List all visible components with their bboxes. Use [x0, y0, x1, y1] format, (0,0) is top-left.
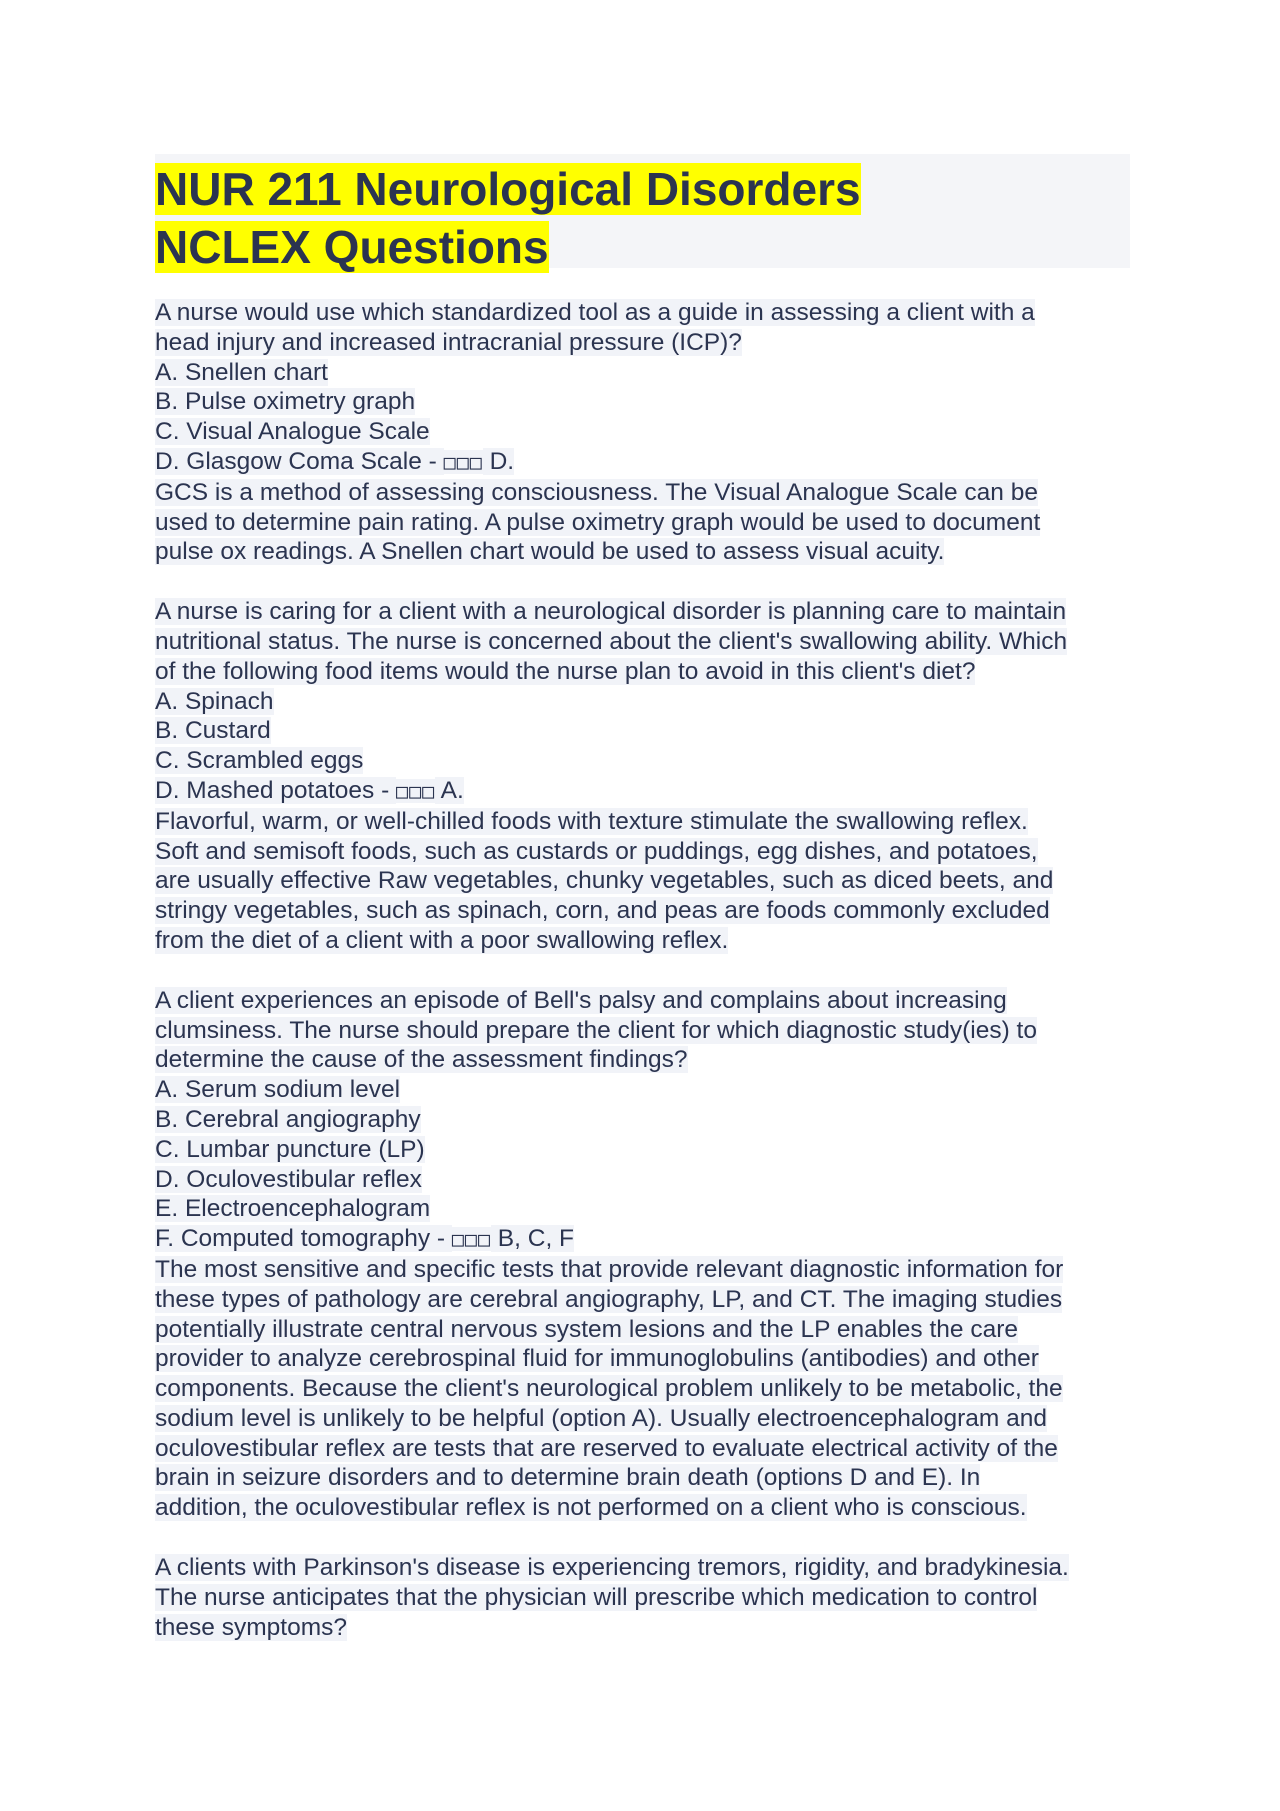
question-line — [155, 328, 1130, 358]
rationale-line — [155, 537, 1130, 567]
question-line — [155, 1613, 1130, 1643]
line-text: these symptoms? — [155, 1613, 347, 1641]
answer-option-text: D. Glasgow Coma Scale - — [155, 447, 444, 475]
answer-key: B, C, F — [490, 1225, 575, 1253]
rationale-line — [155, 1374, 1130, 1404]
rationale-text: GCS is a method of assessing consciousness. The Visual Analogue Scale can be — [155, 478, 1038, 506]
document-page — [155, 154, 1130, 1642]
question-line — [155, 417, 1130, 447]
rationale-line — [155, 866, 1130, 896]
question-line — [155, 1016, 1130, 1046]
rationale-line — [155, 1404, 1130, 1434]
answer-key: D. — [482, 447, 515, 475]
question-gap — [155, 567, 1130, 597]
rationale-line — [155, 478, 1130, 508]
line-text: A nurse is caring for a client with a neurological disorder is planning care to maintain — [155, 598, 1067, 626]
line-text: clumsiness. The nurse should prepare the client for which diagnostic study(ies) to — [155, 1016, 1037, 1044]
rationale-text: oculovestibular reflex are tests that are reserved to evaluate electrical activity of the — [155, 1434, 1058, 1462]
line-text: A. Serum sodium level — [155, 1076, 401, 1104]
rationale-text: Flavorful, warm, or well-chilled foods with texture stimulate the swallowing reflex. — [155, 807, 1028, 835]
question-line — [155, 687, 1130, 717]
question-line — [155, 1135, 1130, 1165]
answer-option-text: F. Computed tomography - — [155, 1225, 452, 1253]
questions-list — [155, 298, 1130, 1642]
rationale-text: stringy vegetables, such as spinach, corn, and peas are foods commonly excluded — [155, 897, 1050, 925]
answer-option-text: D. Mashed potatoes - — [155, 776, 397, 804]
title-line-1: NUR 211 Neurological Disorders — [155, 163, 861, 215]
question-line — [155, 1583, 1130, 1613]
question-line — [155, 387, 1130, 417]
rationale-line — [155, 807, 1130, 837]
rationale-text: The most sensitive and specific tests that provide relevant diagnostic information for — [155, 1255, 1064, 1283]
line-text: A nurse would use which standardized tool as a guide in assessing a client with a — [155, 299, 1035, 326]
question-gap — [155, 956, 1130, 986]
line-text: determine the cause of the assessment findings? — [155, 1046, 688, 1074]
rationale-text: these types of pathology are cerebral angiography, LP, and CT. The imaging studies — [155, 1285, 1063, 1313]
line-text: A clients with Parkinson's disease is experiencing tremors, rigidity, and bradykinesia. — [155, 1554, 1069, 1582]
line-text: D. Oculovestibular reflex — [155, 1165, 422, 1193]
line-text: B. Pulse oximetry graph — [155, 388, 416, 416]
rationale-text: brain in seizure disorders and to determine brain death (options D and E). In — [155, 1464, 981, 1492]
question-line — [155, 627, 1130, 657]
question-block — [155, 298, 1130, 567]
rationale-text: potentially illustrate central nervous system lesions and the LP enables the care — [155, 1315, 1018, 1343]
rationale-line — [155, 1344, 1130, 1374]
missing-glyph-boxes: □□□ — [396, 778, 436, 803]
question-text — [155, 298, 1130, 328]
question-line — [155, 657, 1130, 687]
question-line — [155, 1045, 1130, 1075]
rationale-text: pulse ox readings. A Snellen chart would be used to assess visual acuity. — [155, 538, 945, 566]
rationale-text: from the diet of a client with a poor swallowing reflex. — [155, 926, 729, 954]
rationale-text: components. Because the client's neurological problem unlikely to be metabolic, the — [155, 1375, 1063, 1403]
line-text: nutritional status. The nurse is concerned about the client's swallowing ability. Which — [155, 627, 1068, 655]
rationale-text: used to determine pain rating. A pulse oximetry graph would be used to document — [155, 508, 1041, 536]
question-line — [155, 358, 1130, 388]
rationale-line — [155, 1463, 1130, 1493]
line-text: The nurse anticipates that the physician will prescribe which medication to control — [155, 1583, 1038, 1611]
answer-line — [155, 776, 1130, 807]
line-text: head injury and increased intracranial pressure (ICP)? — [155, 328, 742, 356]
rationale-text: addition, the oculovestibular reflex is not performed on a client who is conscious. — [155, 1494, 1027, 1522]
line-text: C. Lumbar puncture (LP) — [155, 1135, 425, 1163]
rationale-line — [155, 1493, 1130, 1523]
line-text: C. Scrambled eggs — [155, 747, 364, 775]
rationale-line — [155, 837, 1130, 867]
rationale-line — [155, 896, 1130, 926]
question-block — [155, 597, 1130, 956]
rationale-line — [155, 1255, 1130, 1285]
line-text: A client experiences an episode of Bell's palsy and complains about increasing — [155, 986, 1007, 1014]
line-text: B. Cerebral angiography — [155, 1105, 421, 1133]
title-line-2: NCLEX Questions — [155, 221, 549, 273]
line-text: C. Visual Analogue Scale — [155, 418, 430, 446]
question-block — [155, 1553, 1130, 1642]
rationale-text: provider to analyze cerebrospinal fluid for immunoglobulins (antibodies) and other — [155, 1345, 1039, 1373]
answer-line — [155, 447, 1130, 478]
line-text: A. Snellen chart — [155, 358, 328, 386]
question-text — [155, 1553, 1130, 1583]
question-line — [155, 1105, 1130, 1135]
missing-glyph-boxes: □□□ — [451, 1227, 491, 1252]
rationale-text: sodium level is unlikely to be helpful (option A). Usually electroencephalogram and — [155, 1404, 1048, 1432]
question-line — [155, 746, 1130, 776]
answer-line — [155, 1224, 1130, 1255]
question-line — [155, 1194, 1130, 1224]
rationale-line — [155, 1285, 1130, 1315]
rationale-line — [155, 1315, 1130, 1345]
question-text — [155, 597, 1130, 627]
missing-glyph-boxes: □□□ — [443, 449, 483, 474]
question-gap — [155, 1523, 1130, 1553]
question-line — [155, 1075, 1130, 1105]
question-line — [155, 716, 1130, 746]
question-line — [155, 1165, 1130, 1195]
rationale-line — [155, 508, 1130, 538]
rationale-text: are usually effective Raw vegetables, chunky vegetables, such as diced beets, and — [155, 867, 1054, 895]
answer-key: A. — [435, 776, 464, 804]
question-block — [155, 986, 1130, 1523]
line-text: E. Electroencephalogram — [155, 1195, 431, 1223]
line-text: B. Custard — [155, 717, 271, 745]
line-text: of the following food items would the nurse plan to avoid in this client's diet? — [155, 657, 976, 685]
rationale-line — [155, 926, 1130, 956]
rationale-line — [155, 1434, 1130, 1464]
question-text — [155, 986, 1130, 1016]
line-text: A. Spinach — [155, 687, 274, 715]
rationale-text: Soft and semisoft foods, such as custards or puddings, egg dishes, and potatoes, — [155, 837, 1038, 865]
document-title — [155, 154, 1130, 273]
